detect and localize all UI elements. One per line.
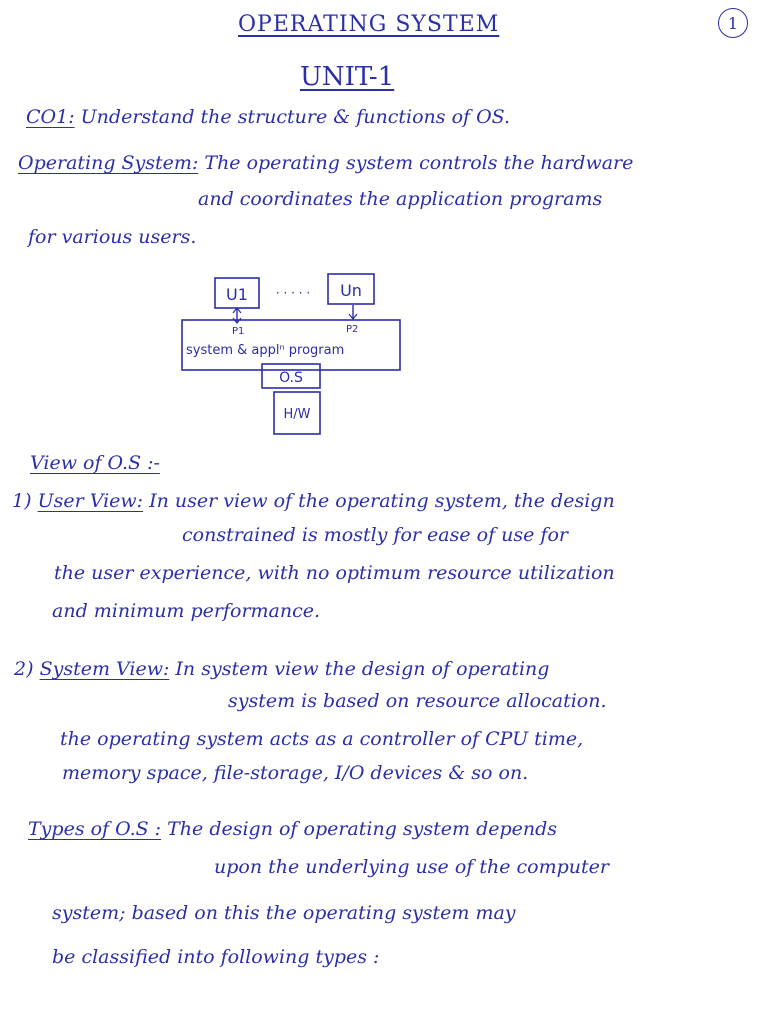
page-title: OPERATING SYSTEM xyxy=(238,12,500,37)
os-label: O.S xyxy=(279,370,303,386)
user-view-line-1 xyxy=(12,490,615,512)
user1-label: U1 xyxy=(226,285,248,304)
definition-text-3: for various users. xyxy=(28,226,197,248)
views-heading: View of O.S :- xyxy=(30,452,160,474)
unit-heading: UNIT-1 xyxy=(300,62,395,92)
user-view-text-1: In user view of the operating system, the design xyxy=(149,490,615,512)
user-view-text-4: and minimum performance. xyxy=(52,600,321,622)
arrow-1-label: P1 xyxy=(232,326,245,337)
types-text-2: upon the underlying use of the computer xyxy=(214,856,609,878)
types-text-3: system; based on this the operating system may xyxy=(52,902,516,924)
programs-label: system & applⁿ program xyxy=(186,343,345,358)
definition-label: Operating System: xyxy=(18,152,199,174)
types-label: Types of O.S : xyxy=(28,818,162,840)
types-text-1: The design of operating system depends xyxy=(167,818,558,840)
system-view-label: System View: xyxy=(39,658,170,680)
system-view-number: 2) xyxy=(14,658,34,680)
definition-text-2: and coordinates the application programs xyxy=(198,188,603,210)
definition-text-1: The operating system controls the hardware xyxy=(204,152,634,174)
arrow-2-label: P2 xyxy=(346,324,359,335)
system-view-text-3: the operating system acts as a controller of CPU time, xyxy=(60,728,584,750)
co1-text: Understand the structure & functions of OS. xyxy=(80,106,511,128)
co1-label: CO1: xyxy=(26,106,75,128)
user-view-label: User View: xyxy=(37,490,144,512)
system-view-text-1: In system view the design of operating xyxy=(175,658,550,680)
co1-line xyxy=(26,106,510,128)
users-ellipsis: · · · · · xyxy=(275,286,311,300)
system-view-text-4: memory space, file-storage, I/O devices & so on. xyxy=(62,762,529,784)
types-line-1 xyxy=(28,818,557,840)
os-structure-diagram xyxy=(170,262,430,442)
hw-label: H/W xyxy=(283,407,311,422)
system-view-text-2: system is based on resource allocation. xyxy=(228,690,607,712)
types-text-4: be classified into following types : xyxy=(52,946,380,968)
user-view-text-2: constrained is mostly for ease of use for xyxy=(182,524,568,546)
system-view-line-1 xyxy=(14,658,549,680)
user-view-text-3: the user experience, with no optimum resource utilization xyxy=(54,562,615,584)
usern-label: Un xyxy=(340,281,362,300)
page-number: 1 xyxy=(718,8,748,38)
definition-line-1 xyxy=(18,152,633,174)
user-view-number: 1) xyxy=(12,490,32,512)
